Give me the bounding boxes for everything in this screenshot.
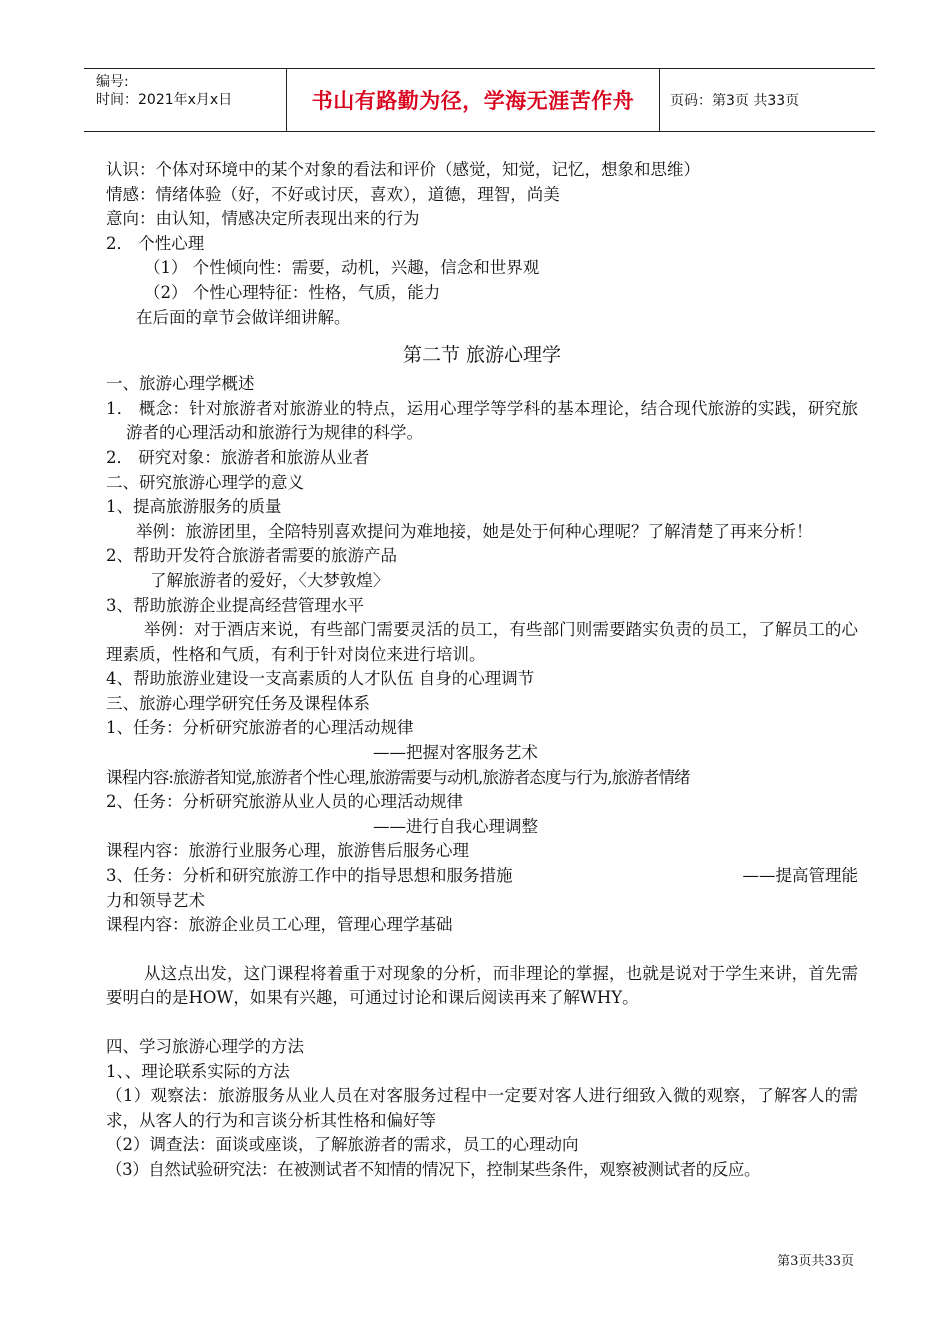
paragraph: 在后面的章节会做详细讲解。: [136, 307, 351, 327]
list-item: （2） 个性心理特征：性格，气质，能力: [144, 282, 441, 302]
list-item: （1） 个性倾向性：需要，动机，兴趣，信念和世界观: [144, 258, 540, 278]
header-meta: [84, 69, 287, 131]
paragraph: 举例：对于酒店来说，有些部门需要灵活的员工，有些部门则需要踏实负责的员工，了解员工的心理素质，性格和气质，有利于针对岗位来进行培训。: [106, 620, 858, 664]
paragraph: （2）调查法：面谈或座谈，了解旅游者的需求，员工的心理动向: [106, 1135, 579, 1155]
paragraph: 了解旅游者的爱好，〈大梦敦煌〉: [150, 570, 390, 590]
header-page-number: 页码：第3页 共33页: [670, 93, 800, 109]
paragraph: 意向：由认知，情感决定所表现出来的行为: [106, 209, 420, 229]
paragraph: ——进行自我心理调整: [373, 816, 538, 836]
task-goal: ——提高管理能: [742, 866, 858, 886]
paragraph: 课程内容：旅游行业服务心理，旅游售后服务心理: [106, 841, 469, 861]
paragraph: （1）观察法：旅游服务从业人员在对客服务过程中一定要对客人进行细致入微的观察，了解客人的需求，从客人的行为和言谈分析其性格和偏好等: [106, 1086, 858, 1130]
list-item: 1、、理论联系实际的方法: [106, 1061, 290, 1081]
list-item: 2． 个性心理: [106, 233, 205, 253]
paragraph: 课程内容:旅游者知觉,旅游者个性心理,旅游需要与动机,旅游者态度与行为,旅游者情绪: [106, 767, 690, 787]
list-item: 2、任务：分析研究旅游从业人员的心理活动规律: [106, 792, 463, 812]
paragraph: 情感：情绪体验（好，不好或讨厌，喜欢），道德，理智，尚美: [106, 184, 560, 204]
section-title: 第二节 旅游心理学: [402, 344, 562, 367]
heading: 四、学习旅游心理学的方法: [106, 1037, 304, 1056]
spacer: [106, 1011, 858, 1035]
page-footer: 第3页共33页: [777, 1254, 854, 1269]
list-item: 1、任务：分析研究旅游者的心理活动规律: [106, 718, 414, 738]
paragraph: （3）自然试验研究法：在被测试者不知情的情况下，控制某些条件，观察被测试者的反应。: [106, 1159, 761, 1179]
paragraph: 认识：个体对环境中的某个对象的看法和评价（感觉，知觉，记忆，想象和思维）: [106, 160, 700, 179]
header-time: 时间：2021年x月x日: [96, 92, 233, 108]
paragraph: 力和领导艺术: [106, 890, 205, 910]
list-item: 3、帮助旅游企业提高经营管理水平: [106, 595, 364, 615]
heading: 一、旅游心理学概述: [106, 374, 255, 394]
paragraph: ——把握对客服务艺术: [373, 743, 538, 763]
paragraph: 举例：旅游团里，全陪特别喜欢提问为难地接，她是处于何种心理呢？了解清楚了再来分析！: [136, 521, 813, 541]
heading: 三、旅游心理学研究任务及课程体系: [106, 693, 370, 713]
paragraph: 从这点出发，这门课程将着重于对现象的分析，而非理论的掌握，也就是说对于学生来讲，首先需要明白的是HOW，如果有兴趣，可通过讨论和课后阅读再来了解WHY。: [106, 963, 858, 1008]
list-item: 2、帮助开发符合旅游者需要的旅游产品: [106, 546, 397, 566]
document-body: [106, 158, 858, 1183]
spacer: [106, 938, 858, 962]
heading: 二、研究旅游心理学的意义: [106, 472, 304, 492]
page-header: [84, 68, 875, 132]
header-number: 编号:: [96, 74, 129, 90]
header-motto: 书山有路勤为径，学海无涯苦作舟: [287, 69, 660, 131]
paragraph: 课程内容：旅游企业员工心理，管理心理学基础: [106, 915, 453, 935]
list-item: 2． 研究对象：旅游者和旅游从业者: [106, 447, 370, 467]
list-item: 4、帮助旅游业建设一支高素质的人才队伍 自身的心理调节: [106, 669, 535, 689]
task-text: 3、任务：分析和研究旅游工作中的指导思想和服务措施: [106, 866, 513, 886]
list-item: 1． 概念：针对旅游者对旅游业的特点，运用心理学等学科的基本理论，结合现代旅游的实践，研究旅游者的心理活动和旅游行为规律的科学。: [106, 398, 858, 443]
list-item: [106, 864, 858, 889]
list-item: 1、提高旅游服务的质量: [106, 497, 282, 517]
